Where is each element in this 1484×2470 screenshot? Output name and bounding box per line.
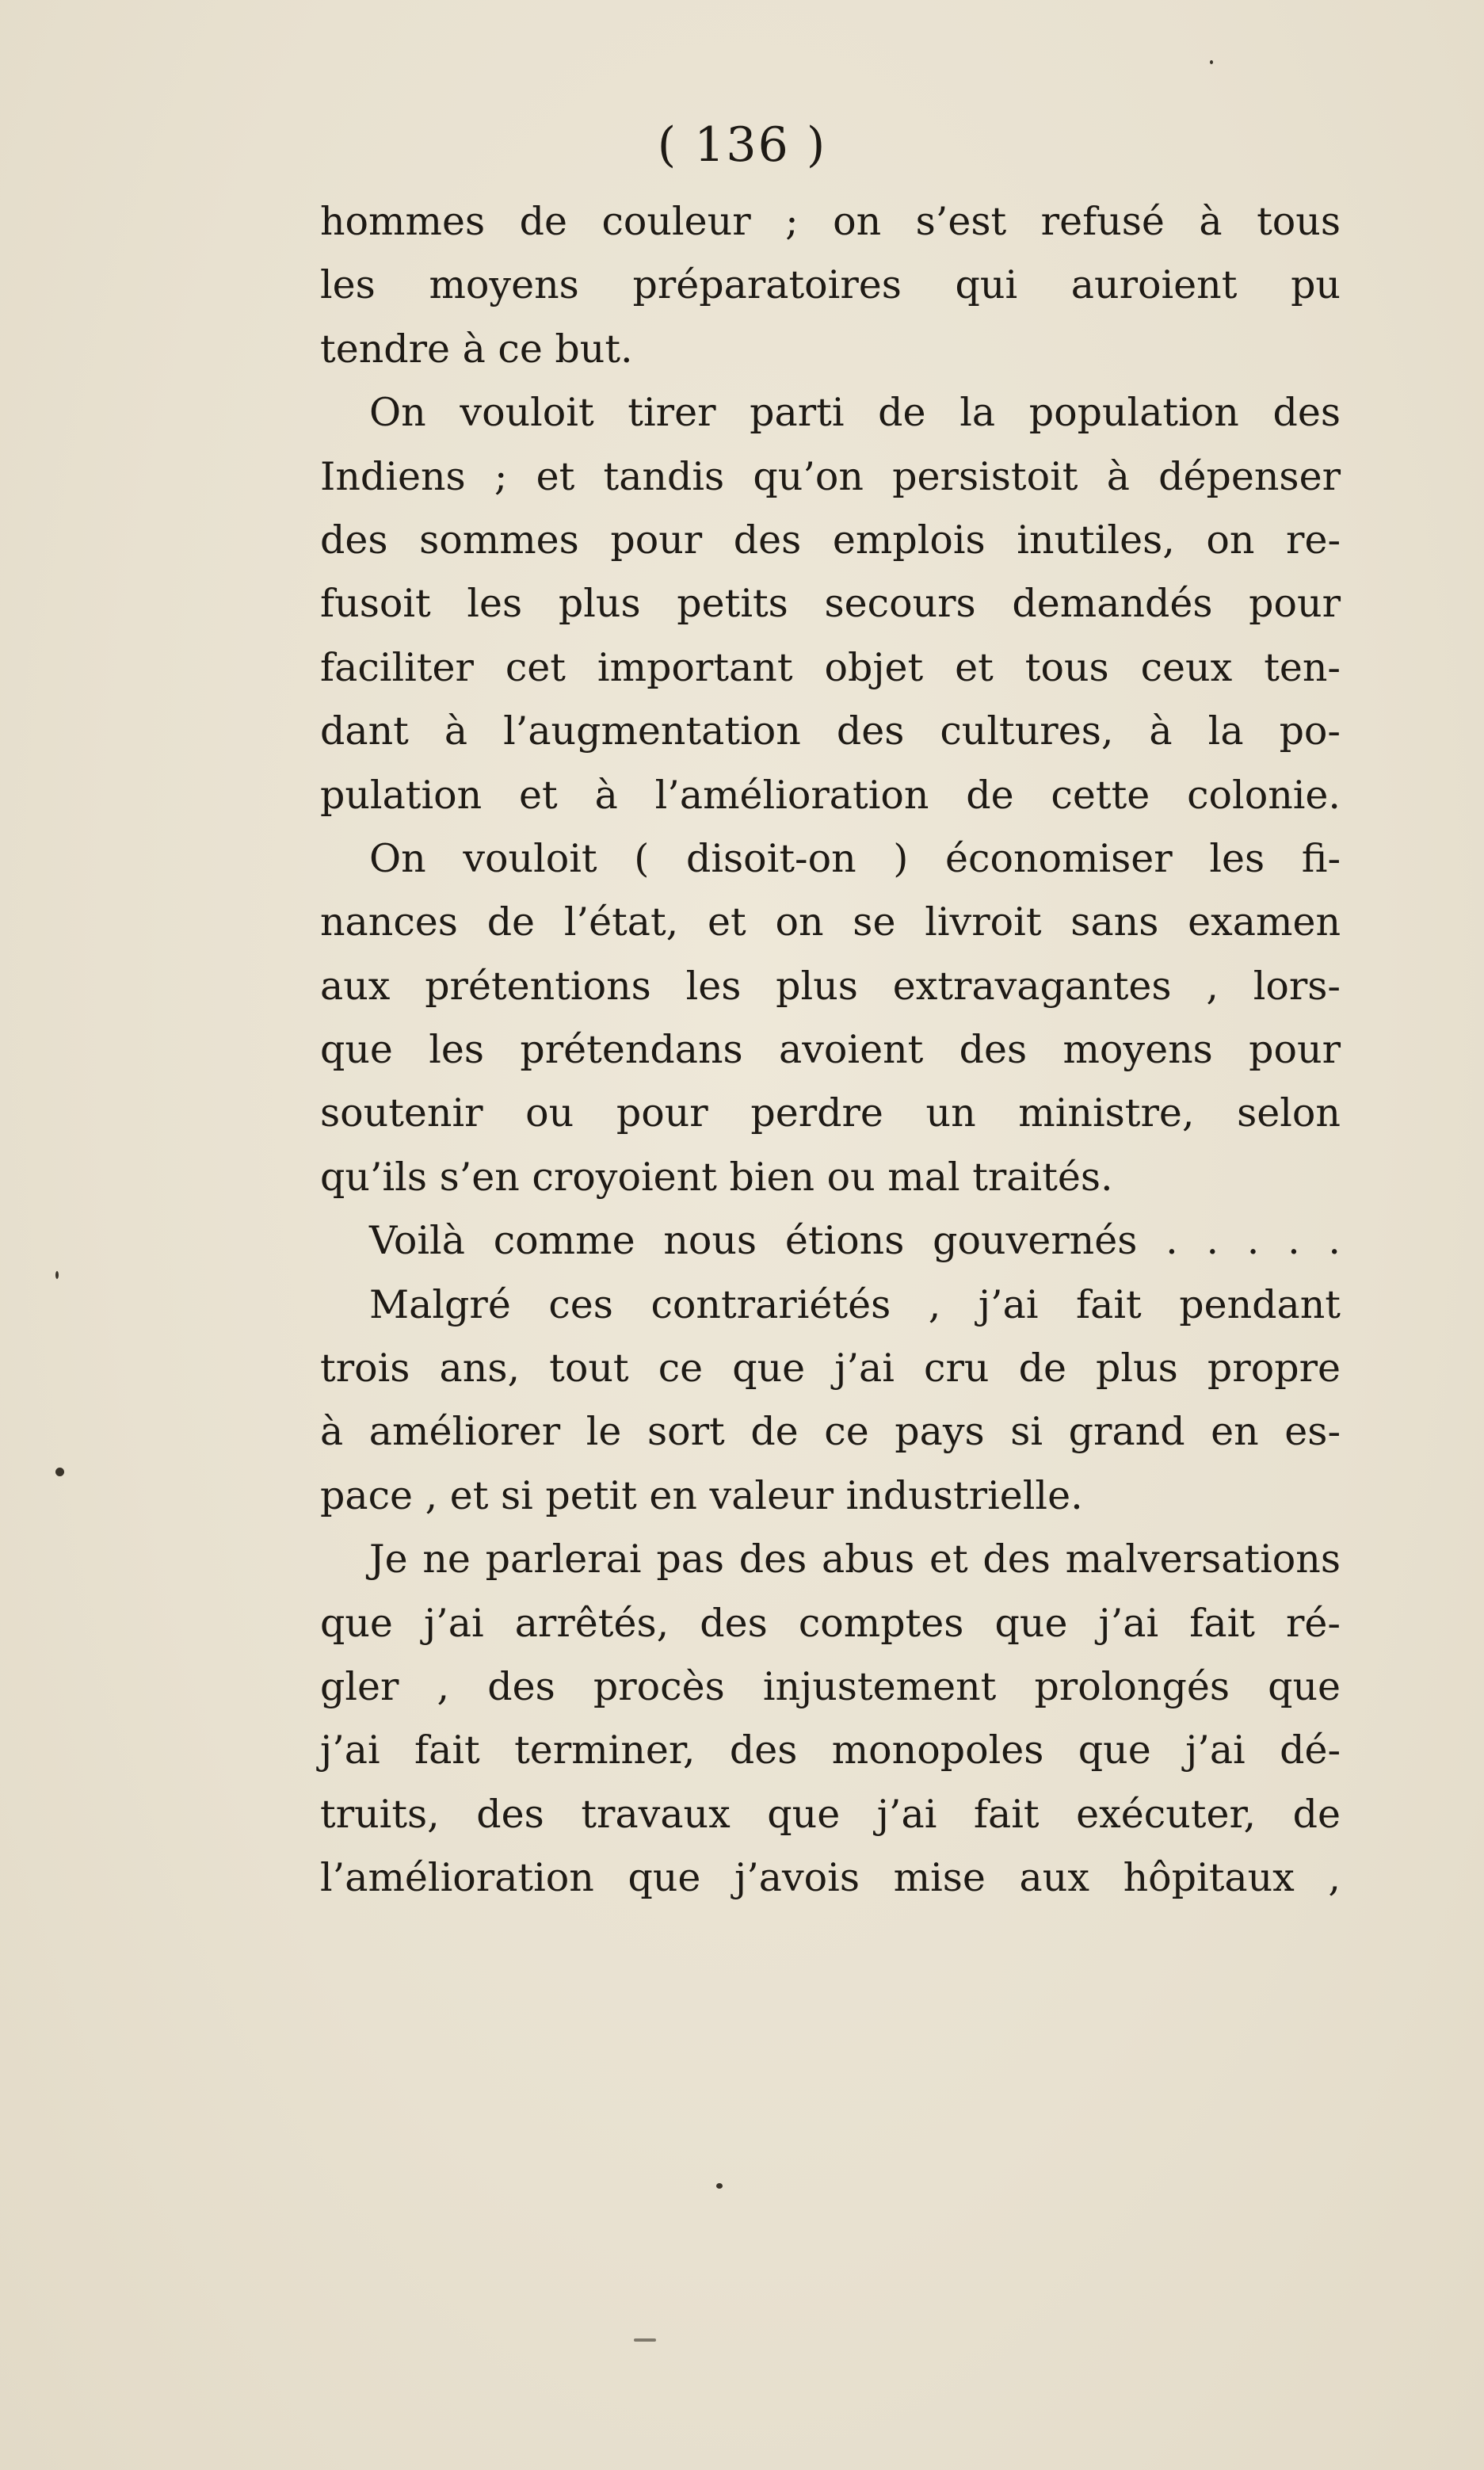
text-line: pulation et à l’amélioration de cette colonie. [320,772,1341,818]
text-line: qu’ils s’en croyoient bien ou mal traités. [320,1154,1113,1200]
paper-speck [1210,60,1213,64]
text-line: tendre à ce but. [320,326,633,372]
text-line: dant à l’augmentation des cultures, à la po- [320,708,1341,754]
body-text [320,190,1341,1911]
text-line: faciliter cet important objet et tous ceux ten- [320,644,1341,690]
text-line: trois ans, tout ce que j’ai cru de plus propre [320,1346,1341,1392]
text-line: que j’ai arrêtés, des comptes que j’ai fait ré- [320,1600,1341,1646]
paper-speck [634,2338,656,2342]
paragraph-start-line: Malgré ces contrariétés , j’ai fait pendant [369,1281,1341,1327]
text-line: soutenir ou pour perdre un ministre, selon [320,1090,1341,1136]
paper-speck [716,2183,723,2189]
text-line: les moyens préparatoires qui auroient pu [320,262,1341,308]
paragraph-start-line: On vouloit tirer parti de la population des [369,390,1341,436]
text-line: nances de l’état, et on se livroit sans examen [320,899,1341,945]
text-line: aux prétentions les plus extravagantes , lors- [320,963,1341,1009]
paper-speck [55,1468,64,1476]
text-line: des sommes pour des emplois inutiles, on re- [320,517,1341,563]
paragraph-start-line: On vouloit ( disoit-on ) économiser les fi- [369,835,1341,881]
paragraph-start-line: Je ne parlerai pas des abus et des malversations [369,1537,1341,1582]
text-line: que les prétendans avoient des moyens pour [320,1027,1341,1073]
text-line: gler , des procès injustement prolongés que [320,1663,1341,1709]
text-line: j’ai fait terminer, des monopoles que j’ai dé- [320,1727,1341,1773]
text-line: truits, des travaux que j’ai fait exécuter, de [320,1791,1341,1837]
text-line: à améliorer le sort de ce pays si grand en es- [320,1409,1341,1455]
text-line: pace , et si petit en valeur industrielle. [320,1472,1083,1518]
text-line: fusoit les plus petits secours demandés pour [320,581,1341,627]
text-line: hommes de couleur ; on s’est refusé à tous [320,199,1341,244]
text-line: l’amélioration que j’avois mise aux hôpitaux , [320,1855,1341,1901]
paragraph-start-line: Voilà comme nous étions gouvernés . . . . . [369,1218,1341,1264]
text-line: Indiens ; et tandis qu’on persistoit à dépenser [320,453,1341,499]
paper-speck [55,1271,59,1279]
page-number: ( 136 ) [657,117,827,173]
